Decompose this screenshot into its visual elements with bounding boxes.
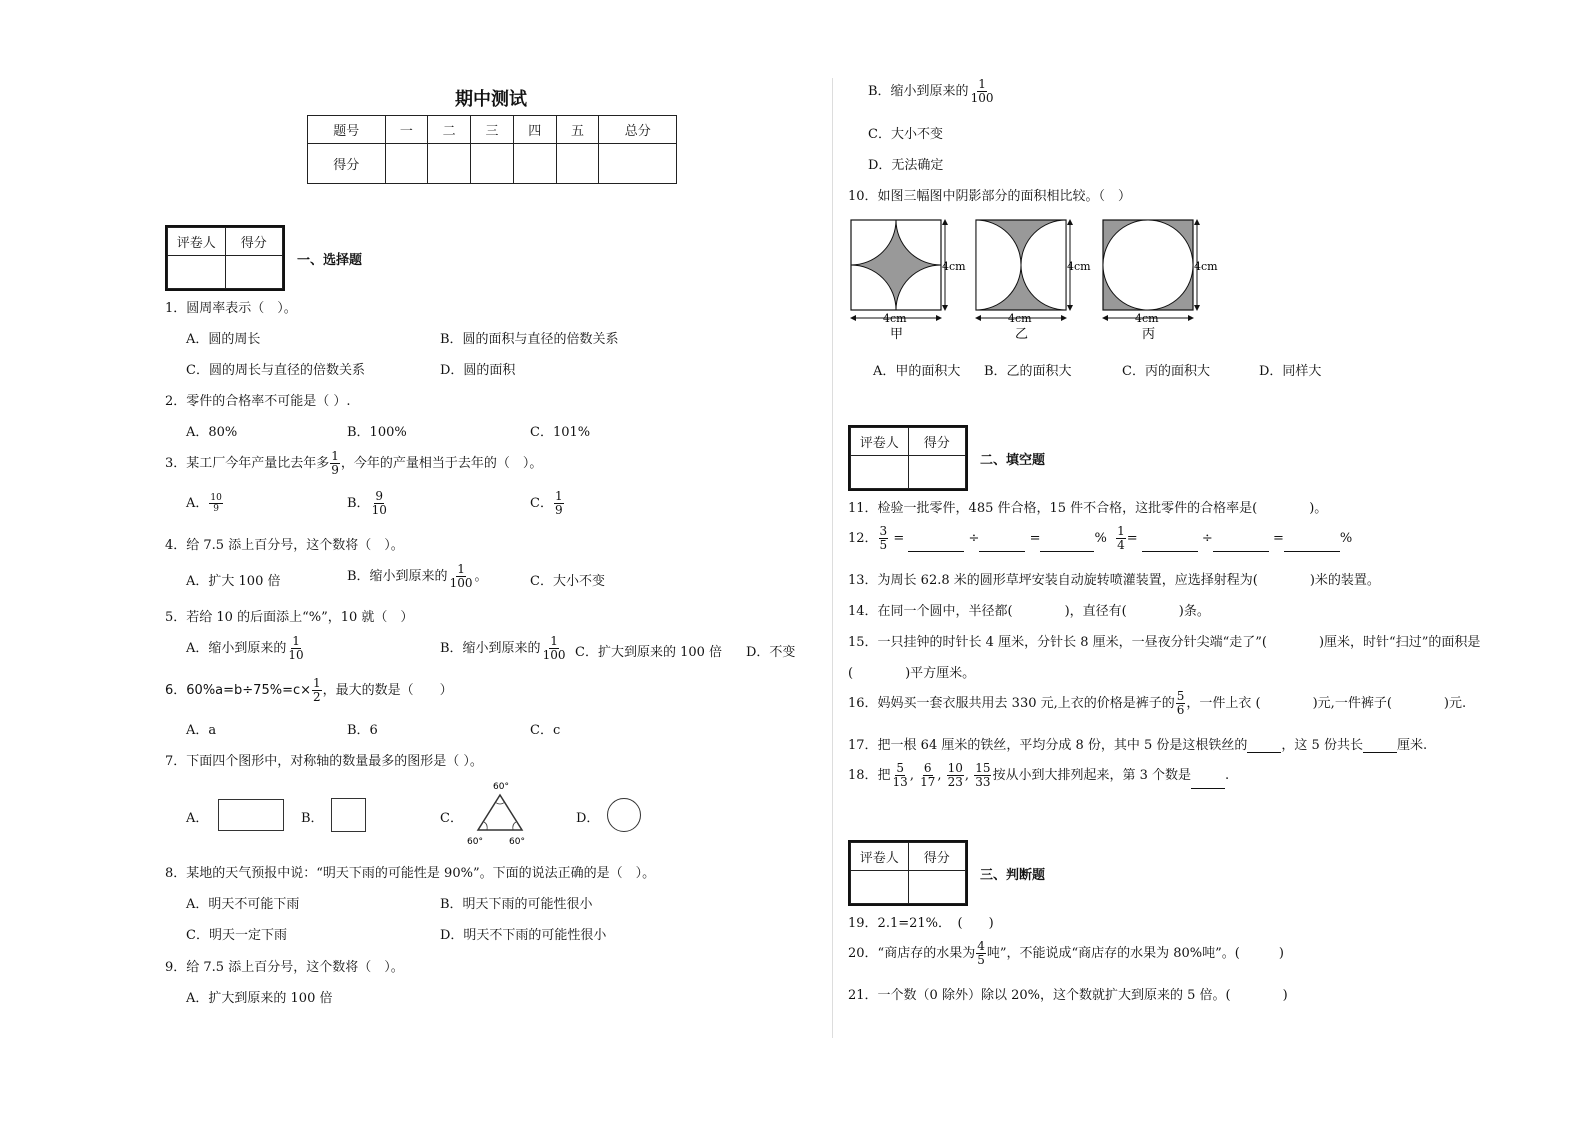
answer-blank[interactable] xyxy=(1363,740,1397,753)
option: D．无法确定 xyxy=(868,158,944,173)
score-cell[interactable] xyxy=(556,144,599,184)
section-title: 三、判断题 xyxy=(980,868,1046,883)
triangle-shape xyxy=(465,778,535,848)
score-header: 五 xyxy=(556,116,599,144)
grader-label: 评卷人 xyxy=(168,228,226,256)
figure-jia xyxy=(851,220,945,318)
option: B．100% xyxy=(347,425,407,440)
angle-label: 60° xyxy=(509,837,525,847)
question-stem: 9．给 7.5 添上百分号，这个数将（ ）。 xyxy=(165,960,404,975)
question-stem: 8．某地的天气预报中说：“明天下雨的可能性是 90%”。下面的说法正确的是（ ）。 xyxy=(165,866,656,881)
question-stem: 3．某工厂今年产量比去年多 $\frac{1}{9}$ ，今年的产量相当于去年的（ ）。 xyxy=(165,449,543,477)
option: B．圆的面积与直径的倍数关系 xyxy=(440,332,619,347)
answer-blank[interactable] xyxy=(979,539,1025,552)
section-title: 二、填空题 xyxy=(980,453,1046,468)
option: B．缩小到原来的 $\frac{1}{100}$ xyxy=(868,77,994,105)
grader-score-label: 得分 xyxy=(908,843,966,871)
option: B．缩小到原来的 $\frac{1}{100}$ xyxy=(440,634,566,662)
grader-cell[interactable] xyxy=(851,871,909,904)
question-stem: 18．把 $\frac{5}{13}$ , $\frac{6}{17}$ , $\frac{10}{23}$ , $\frac{15}{33}$ 按从小到大排列起来，第 3 个数是 . xyxy=(848,761,1230,789)
option: C．扩大到原来的 100 倍 xyxy=(575,645,723,660)
answer-blank[interactable] xyxy=(1213,539,1269,552)
question-stem: 20．“商店存的水果为 $\frac{4}{5}$ 吨”，不能说成“商店存的水果为 80%吨”。( ) xyxy=(848,939,1284,967)
question-stem: 19．2.1=21%． ( ) xyxy=(848,916,994,931)
score-cell[interactable] xyxy=(513,144,556,184)
score-cell[interactable] xyxy=(599,144,677,184)
grader-score-label: 得分 xyxy=(225,228,283,256)
option: B．明天下雨的可能性很小 xyxy=(440,897,593,912)
option: C．大小不变 xyxy=(530,574,605,589)
option: B．乙的面积大 xyxy=(984,364,1072,379)
option: A． $\frac{10}{9}$ xyxy=(186,493,222,514)
dim-label: 4cm xyxy=(1008,312,1032,325)
question-stem: 14．在同一个圆中，半径都( )，直径有( )条。 xyxy=(848,604,1210,619)
option: C． $\frac{1}{9}$ xyxy=(530,489,563,517)
dim-label: 4cm xyxy=(942,260,966,273)
question-stem: 11．检验一批零件，485 件合格，15 件不合格，这批零件的合格率是( )。 xyxy=(848,501,1328,516)
question-stem: 5．若给 10 的后面添上“%”，10 就（ ） xyxy=(165,610,414,625)
question-stem: 15．一只挂钟的时针长 4 厘米，分针长 8 厘米，一昼夜分针尖端“走了”( )厘米，时针“扫过”的面积是 xyxy=(848,635,1481,650)
score-header: 三 xyxy=(471,116,514,144)
option: B． $\frac{9}{10}$ xyxy=(347,489,387,517)
section-title: 一、选择题 xyxy=(297,253,363,268)
grader-score-label: 得分 xyxy=(908,428,966,456)
option: A．a xyxy=(186,723,217,738)
question-stem: 21．一个数（0 除外）除以 20%，这个数就扩大到原来的 5 倍。( ) xyxy=(848,988,1288,1003)
option: C．圆的周长与直径的倍数关系 xyxy=(186,363,365,378)
grader-cell[interactable] xyxy=(851,456,909,489)
option: A．80% xyxy=(186,425,238,440)
figure-label: 丙 xyxy=(1142,327,1156,342)
option: D．同样大 xyxy=(1259,364,1322,379)
figure-yi xyxy=(976,220,1070,318)
option: B． xyxy=(301,811,324,826)
option: A．明天不可能下雨 xyxy=(186,897,300,912)
option: C．c xyxy=(530,723,561,738)
question-stem: 4．给 7.5 添上百分号，这个数将（ ）。 xyxy=(165,538,404,553)
grader-label: 评卷人 xyxy=(851,428,909,456)
score-row-label: 得分 xyxy=(308,144,386,184)
score-header: 总分 xyxy=(599,116,677,144)
question-stem: 12． $\frac{3}{5}$ = ÷ = % $\frac{1}{4}$ = ÷ = % xyxy=(848,524,1353,552)
option: C．大小不变 xyxy=(868,127,943,142)
grader-cell[interactable] xyxy=(908,456,966,489)
option: C．丙的面积大 xyxy=(1122,364,1210,379)
option: D． xyxy=(576,811,600,826)
option: A．缩小到原来的 $\frac{1}{10}$ xyxy=(186,634,304,662)
score-cell[interactable] xyxy=(471,144,514,184)
option: A．扩大 100 倍 xyxy=(186,574,281,589)
rectangle-shape xyxy=(218,799,284,831)
q10-figures xyxy=(845,212,1230,344)
angle-label: 60° xyxy=(467,837,483,847)
option: C．明天一定下雨 xyxy=(186,928,287,943)
figure-label: 甲 xyxy=(890,327,904,342)
figure-label: 乙 xyxy=(1015,327,1029,342)
option: B．缩小到原来的 $\frac{1}{100}$ 。 xyxy=(347,562,488,590)
grader-box-2 xyxy=(848,425,968,491)
answer-blank[interactable] xyxy=(1040,539,1094,552)
option: A． xyxy=(186,811,209,826)
question-stem: ( )平方厘米。 xyxy=(848,666,976,681)
question-stem: 13．为周长 62.8 米的圆形草坪安装自动旋转喷灌装置，应选择射程为( )米的装置。 xyxy=(848,573,1380,588)
option: D．不变 xyxy=(746,645,796,660)
question-stem: 2．零件的合格率不可能是（ ）. xyxy=(165,394,351,409)
dim-label: 4cm xyxy=(883,312,907,325)
circle-shape xyxy=(607,798,641,832)
page-divider xyxy=(832,78,833,1038)
score-header: 四 xyxy=(513,116,556,144)
question-stem: 1．圆周率表示（ ）。 xyxy=(165,301,297,316)
grader-cell[interactable] xyxy=(908,871,966,904)
option: D．明天不下雨的可能性很小 xyxy=(440,928,607,943)
question-stem: 7．下面四个图形中，对称轴的数量最多的图形是（ ）。 xyxy=(165,754,483,769)
page-title: 期中测试 xyxy=(455,89,527,110)
option: A．扩大到原来的 100 倍 xyxy=(186,991,333,1006)
answer-blank[interactable] xyxy=(908,539,964,552)
dim-label: 4cm xyxy=(1067,260,1091,273)
score-header: 题号 xyxy=(308,116,386,144)
score-header: 一 xyxy=(385,116,428,144)
angle-label: 60° xyxy=(493,782,509,792)
option: A．甲的面积大 xyxy=(873,364,961,379)
square-shape xyxy=(331,798,366,832)
option: A．圆的周长 xyxy=(186,332,261,347)
question-stem: 10．如图三幅图中阴影部分的面积相比较。（ ） xyxy=(848,189,1132,204)
grader-cell[interactable] xyxy=(225,256,283,289)
option: C．101% xyxy=(530,425,591,440)
grader-cell[interactable] xyxy=(168,256,226,289)
dim-label: 4cm xyxy=(1135,312,1159,325)
answer-blank[interactable] xyxy=(1284,539,1340,552)
score-table xyxy=(307,115,677,184)
option: D．圆的面积 xyxy=(440,363,516,378)
answer-blank[interactable] xyxy=(1142,539,1198,552)
grader-box-1 xyxy=(165,225,285,291)
figure-bing xyxy=(1103,220,1197,318)
question-stem: 16．妈妈买一套衣服共用去 330 元,上衣的价格是裤子的 $\frac{5}{6}$ ，一件上衣 ( )元,一件裤子( )元. xyxy=(848,689,1467,717)
option: B．6 xyxy=(347,723,378,738)
score-cell[interactable] xyxy=(428,144,471,184)
grader-label: 评卷人 xyxy=(851,843,909,871)
answer-blank[interactable] xyxy=(1247,740,1281,753)
dim-label: 4cm xyxy=(1194,260,1218,273)
grader-box-3 xyxy=(848,840,968,906)
answer-blank[interactable] xyxy=(1191,776,1225,789)
score-cell[interactable] xyxy=(385,144,428,184)
score-header: 二 xyxy=(428,116,471,144)
question-stem: 17．把一根 64 厘米的铁丝，平均分成 8 份，其中 5 份是这根铁丝的 ，这 5 份共长 厘米. xyxy=(848,738,1428,753)
option: C． xyxy=(440,811,463,826)
question-stem: 6．60%a=b÷75%=c× $\frac{1}{2}$ ，最大的数是（ ） xyxy=(165,676,453,704)
